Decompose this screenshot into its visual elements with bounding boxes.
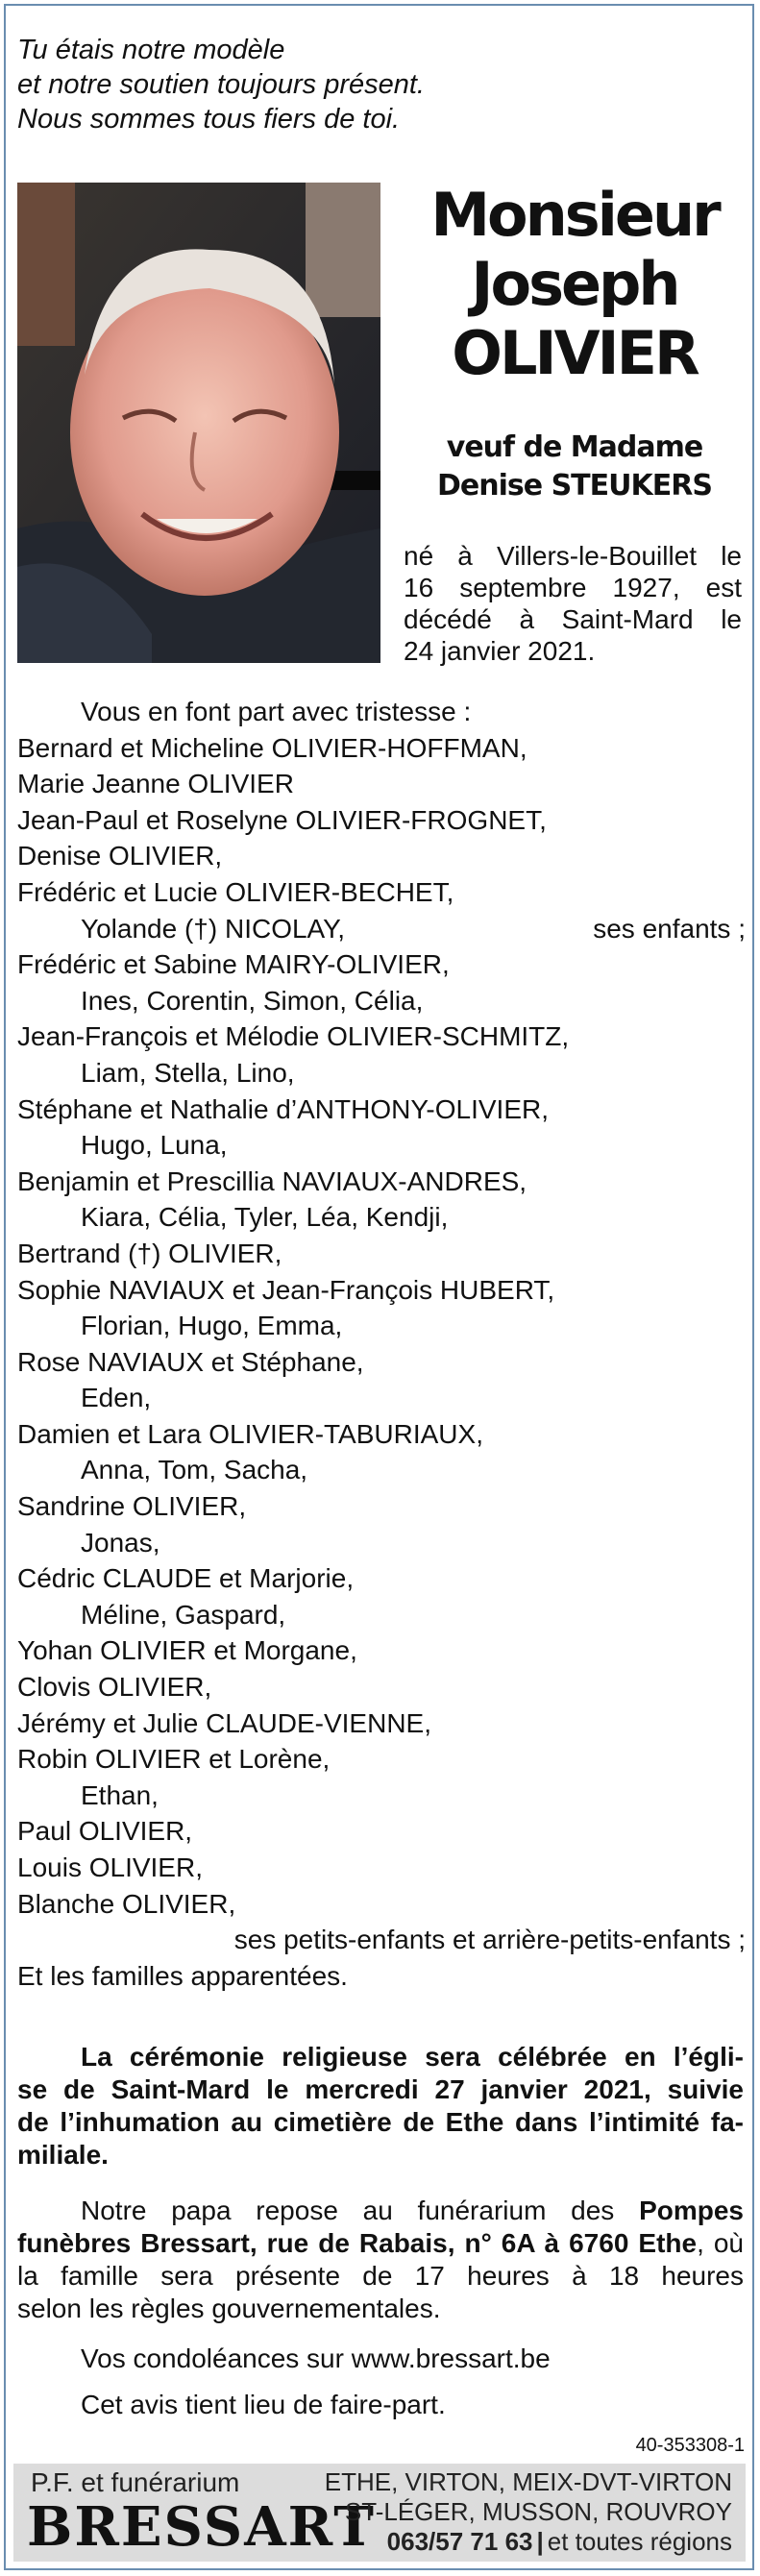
great-grandchildren-entry: Jonas, (81, 1527, 160, 1558)
name-last: OLIVIER (452, 318, 698, 388)
grandchild-entry: Clovis OLIVIER, (17, 1672, 212, 1703)
contact-line (325, 2527, 732, 2557)
great-grandchildren-entry: Méline, Gaspard, (81, 1599, 286, 1630)
child-entry: Denise OLIVIER, (17, 841, 223, 871)
widow-line: veuf de Madame (446, 430, 703, 464)
notes-bold: funèbres Bressart, rue de Rabais, n° 6A à 6760 Ethe (17, 2228, 698, 2258)
grandchildren-list (17, 946, 748, 1922)
family-list (17, 694, 748, 1994)
faire-part-line: Cet avis tient lieu de faire-part. (81, 2390, 446, 2419)
child-entry: Marie Jeanne OLIVIER (17, 769, 294, 799)
great-grandchildren-entry: Hugo, Luna, (81, 1130, 228, 1161)
locations-line: ETHE, VIRTON, MEIX-DVT-VIRTON (324, 2467, 732, 2496)
notes-text: , où (697, 2228, 744, 2258)
name-title: Monsieur (430, 180, 719, 250)
great-grandchildren-entry: Ethan, (81, 1779, 159, 1810)
birth-line: 24 janvier 2021. (404, 636, 596, 666)
great-grandchildren-entry: Eden, (81, 1383, 152, 1413)
epigraph (17, 33, 425, 136)
banner-subtitle: P.F. et funérarium (31, 2467, 240, 2497)
grandchild-entry: Jean-François et Mélodie OLIVIER-SCHMITZ, (17, 1021, 570, 1052)
grandchild-entry: Yohan OLIVIER et Morgane, (17, 1635, 357, 1666)
ceremony-line: miliale. (17, 2140, 109, 2170)
epigraph-line: et notre soutien toujours présent. (17, 69, 425, 100)
notes-line (17, 2195, 744, 2227)
name-first: Joseph (471, 249, 678, 319)
locations-line: ST-LÉGER, MUSSON, ROUVROY (344, 2497, 732, 2526)
grandchildren-role: ses petits-enfants et arrière-petits-enfants ; (233, 1925, 746, 1955)
ceremony-info (17, 2041, 744, 2171)
grandchild-entry: Robin OLIVIER et Lorène, (17, 1744, 331, 1775)
grandchild-entry: Sophie NAVIAUX et Jean-François HUBERT, (17, 1274, 555, 1305)
great-grandchildren-entry: Kiara, Célia, Tyler, Léa, Kendji, (81, 1202, 449, 1233)
epigraph-line: Tu étais notre modèle (17, 35, 285, 65)
children-role: ses enfants ; (593, 913, 746, 944)
epigraph-line: Nous sommes tous fiers de toi. (17, 104, 401, 135)
brand-logo: BRESSART (27, 2495, 376, 2559)
great-grandchildren-entry: Anna, Tom, Sacha, (81, 1455, 308, 1485)
grandchild-entry: Louis OLIVIER, (17, 1852, 203, 1882)
notes-bold: Pompes (639, 2196, 744, 2225)
notes-line: la famille sera présente de 17 heures à 18 heures (17, 2261, 744, 2291)
grandchild-entry: Damien et Lara OLIVIER-TABURIAUX, (17, 1418, 483, 1449)
birth-death-info (404, 540, 742, 667)
widow-of (404, 429, 746, 505)
ceremony-line: se de Saint-Mard le mercredi 27 janvier 2021, suivie (17, 2074, 744, 2104)
child-entry: Frédéric et Lucie OLIVIER-BECHET, (17, 876, 454, 907)
regions-text: et toutes régions (547, 2527, 732, 2556)
widow-line: Denise STEUKERS (437, 469, 712, 503)
grandchild-entry: Benjamin et Prescillia NAVIAUX-ANDRES, (17, 1165, 527, 1196)
notes-line (17, 2227, 744, 2260)
children-role-row (17, 911, 748, 947)
child-entry: Yolande (†) NICOLAY, (81, 913, 345, 944)
portrait-illustration (17, 183, 380, 663)
birth-line: 16 septembre 1927, est (404, 573, 742, 602)
portrait-photo (17, 183, 380, 663)
child-entry: Bernard et Micheline OLIVIER-HOFFMAN, (17, 732, 527, 763)
grandchild-entry: Stéphane et Nathalie d’ANTHONY-OLIVIER, (17, 1093, 550, 1124)
ceremony-line: de l’inhumation au cimetière de Ethe dans l’intimité fa- (17, 2107, 744, 2137)
grandchild-entry: Cédric CLAUDE et Marjorie, (17, 1563, 355, 1594)
great-grandchildren-entry: Florian, Hugo, Emma, (81, 1311, 343, 1341)
condolences-line: Vos condoléances sur www.bressart.be (81, 2343, 551, 2373)
families-line: Et les familles apparentées. (17, 1960, 348, 1991)
banner-locations (325, 2467, 732, 2557)
birth-line: décédé à Saint-Mard le (404, 604, 742, 634)
grandchild-entry: Bertrand (†) OLIVIER, (17, 1238, 282, 1268)
child-entry: Jean-Paul et Roselyne OLIVIER-FROGNET, (17, 804, 547, 835)
grandchild-entry: Blanche OLIVIER, (17, 1888, 236, 1919)
grandchild-entry: Frédéric et Sabine MAIRY-OLIVIER, (17, 949, 450, 980)
ceremony-line: La cérémonie religieuse sera célébrée en l’égli- (81, 2042, 744, 2072)
separator: | (536, 2527, 544, 2556)
intro-line: Vous en font part avec tristesse : (81, 697, 472, 726)
notes-text: Notre papa repose au funérarium des (81, 2196, 640, 2225)
funeral-home-info (17, 2195, 744, 2421)
birth-line: né à Villers-le-Bouillet le (404, 541, 742, 571)
notes-line: selon les règles gouvernementales. (17, 2294, 441, 2323)
deceased-name (404, 181, 746, 388)
funeral-home-banner (13, 2464, 746, 2562)
grandchild-entry: Rose NAVIAUX et Stéphane, (17, 1346, 364, 1377)
great-grandchildren-entry: Liam, Stella, Lino, (81, 1057, 295, 1088)
great-grandchildren-entry: Ines, Corentin, Simon, Célia, (81, 985, 424, 1016)
grandchild-entry: Sandrine OLIVIER, (17, 1491, 247, 1522)
reference-number: 40-353308-1 (635, 2435, 745, 2456)
grandchild-entry: Jérémy et Julie CLAUDE-VIENNE, (17, 1707, 432, 1738)
phone-number: 063/57 71 63 (386, 2527, 533, 2556)
grandchild-entry: Paul OLIVIER, (17, 1816, 193, 1847)
